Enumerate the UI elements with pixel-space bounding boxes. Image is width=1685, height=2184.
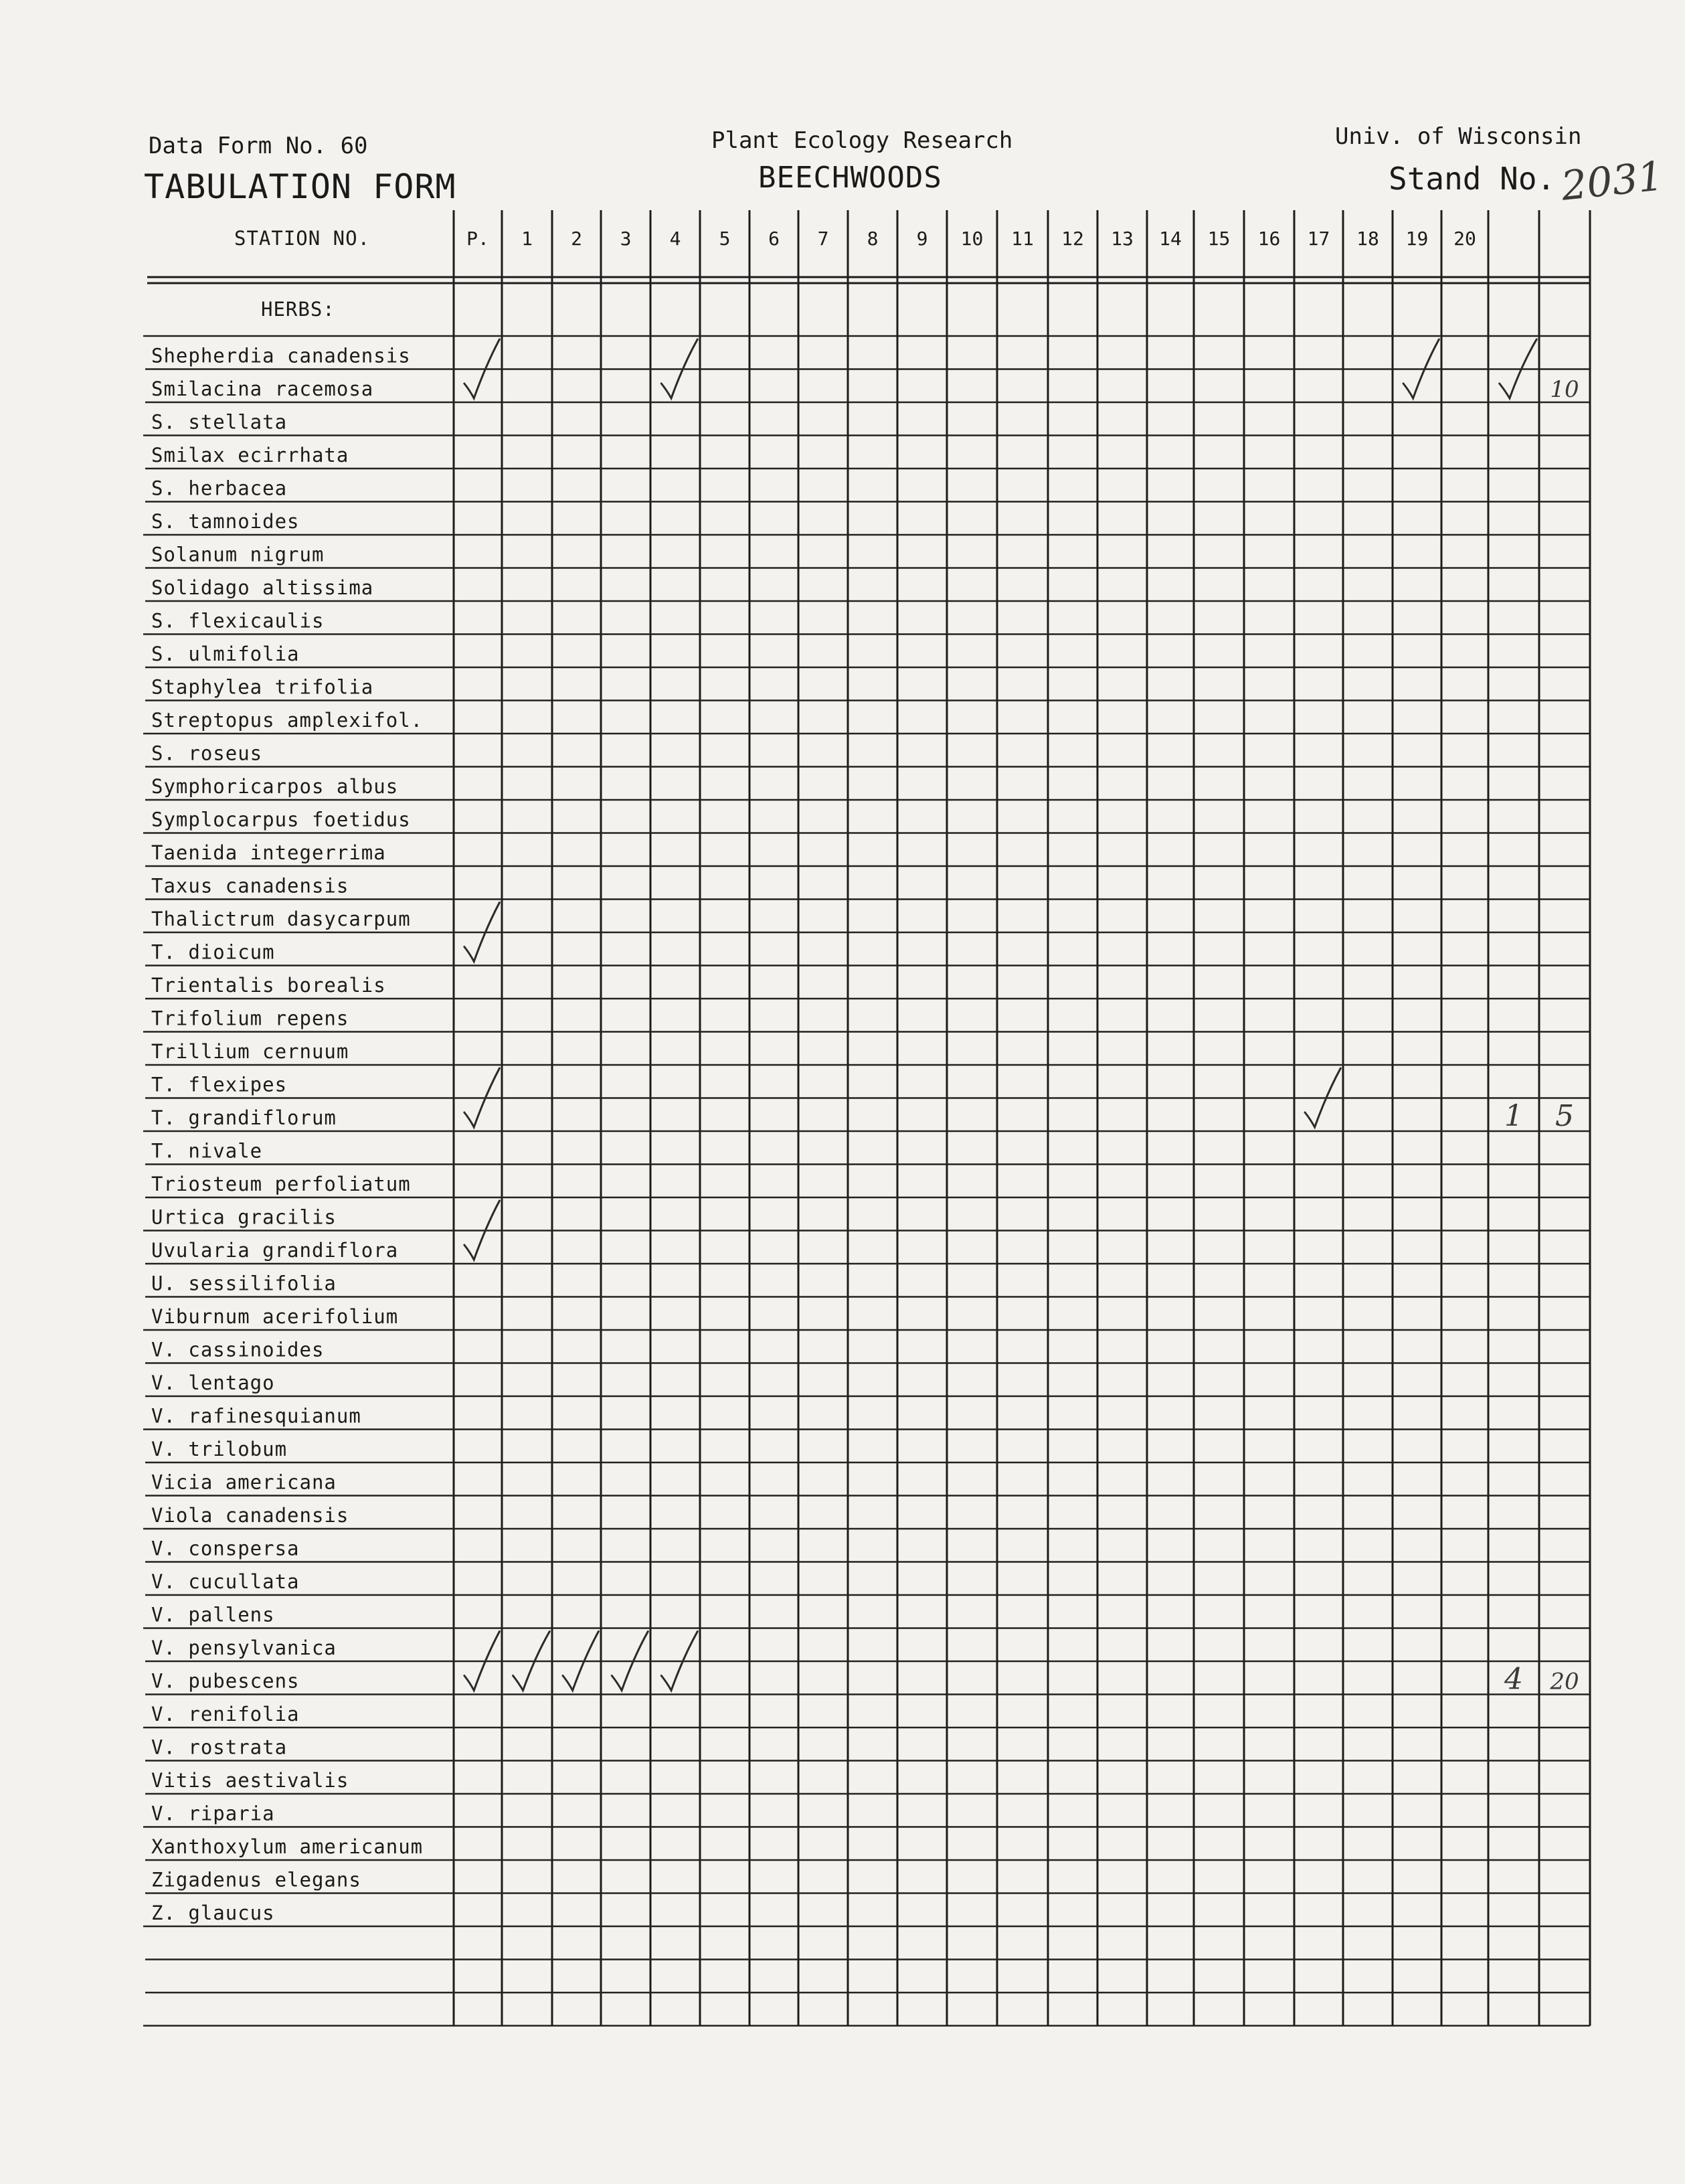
station-column-header: 1 bbox=[521, 228, 533, 250]
station-column-header: 7 bbox=[817, 228, 829, 250]
station-column-header: 8 bbox=[867, 228, 879, 250]
herbs-section-label: HERBS: bbox=[261, 298, 335, 321]
station-column-header: 12 bbox=[1061, 228, 1084, 250]
species-label: Thalictrum dasycarpum bbox=[151, 908, 411, 930]
species-label: Viola canadensis bbox=[151, 1504, 349, 1527]
species-label: Trientalis borealis bbox=[151, 974, 386, 997]
species-label: T. grandiflorum bbox=[151, 1106, 337, 1129]
species-label: V. cucullata bbox=[151, 1570, 300, 1593]
species-label: V. conspersa bbox=[151, 1537, 300, 1560]
station-column-header: 2 bbox=[571, 228, 582, 250]
species-label: Smilax ecirrhata bbox=[151, 444, 349, 467]
species-label: V. rostrata bbox=[151, 1736, 288, 1759]
handwritten-value: 5 bbox=[1555, 1099, 1574, 1133]
university-name: Univ. of Wisconsin bbox=[1335, 123, 1582, 150]
species-label: Vitis aestivalis bbox=[151, 1769, 349, 1792]
species-label: V. pallens bbox=[151, 1603, 275, 1626]
species-label: Trifolium repens bbox=[151, 1007, 349, 1030]
check-marks bbox=[464, 339, 1536, 1691]
species-label: S. tamnoides bbox=[151, 510, 300, 533]
species-label: T. dioicum bbox=[151, 940, 275, 964]
station-column-header: 10 bbox=[960, 228, 984, 250]
species-label: Triosteum perfoliatum bbox=[151, 1173, 411, 1195]
grid-lines bbox=[143, 210, 1590, 2026]
species-label: Shepherdia canadensis bbox=[151, 344, 411, 367]
species-label: T. flexipes bbox=[151, 1073, 288, 1096]
stand-number-value: 2031 bbox=[1559, 153, 1666, 210]
species-label: S. herbacea bbox=[151, 477, 288, 500]
handwritten-notes bbox=[1504, 376, 1579, 1697]
species-label: V. pubescens bbox=[151, 1669, 300, 1693]
species-label: Solanum nigrum bbox=[151, 543, 325, 566]
station-column-header: 5 bbox=[719, 228, 731, 250]
station-column-header: 13 bbox=[1111, 228, 1134, 250]
species-label: Symplocarpus foetidus bbox=[151, 808, 411, 831]
species-label: Vicia americana bbox=[151, 1471, 337, 1494]
station-column-header: 11 bbox=[1011, 228, 1034, 250]
station-column-headers bbox=[466, 228, 1476, 250]
organization-title: Plant Ecology Research bbox=[711, 127, 1013, 154]
species-label: V. riparia bbox=[151, 1802, 275, 1825]
species-label: Solidago altissima bbox=[151, 576, 374, 599]
station-column-header: 14 bbox=[1159, 228, 1182, 250]
species-label: Streptopus amplexifol. bbox=[151, 709, 424, 732]
species-label: Z. glaucus bbox=[151, 1902, 275, 1924]
station-column-header: 20 bbox=[1453, 228, 1476, 250]
station-column-header: P. bbox=[466, 228, 489, 250]
species-label: Uvularia grandiflora bbox=[151, 1239, 399, 1262]
station-column-header: 18 bbox=[1356, 228, 1379, 250]
species-label: V. cassinoides bbox=[151, 1338, 325, 1361]
station-number-label: STATION NO. bbox=[234, 227, 371, 250]
species-label: Taenida integerrima bbox=[151, 841, 386, 864]
species-label: Staphylea trifolia bbox=[151, 675, 374, 699]
species-label: V. rafinesquianum bbox=[151, 1404, 361, 1428]
handwritten-value: 10 bbox=[1550, 376, 1579, 403]
species-label: V. pensylvanica bbox=[151, 1636, 337, 1659]
species-rows bbox=[151, 345, 423, 1925]
station-column-header: 15 bbox=[1207, 228, 1231, 250]
species-label: Symphoricarpos albus bbox=[151, 775, 399, 798]
station-column-header: 19 bbox=[1405, 228, 1429, 250]
species-label: S. roseus bbox=[151, 742, 263, 765]
station-column-header: 6 bbox=[768, 228, 780, 250]
species-label: Smilacina racemosa bbox=[151, 377, 374, 400]
site-title: BEECHWOODS bbox=[758, 161, 942, 195]
station-column-header: 9 bbox=[916, 228, 928, 250]
species-label: V. renifolia bbox=[151, 1703, 300, 1726]
species-label: V. lentago bbox=[151, 1371, 275, 1394]
species-label: S. ulmifolia bbox=[151, 643, 300, 665]
species-label: U. sessilifolia bbox=[151, 1272, 337, 1295]
species-label: S. stellata bbox=[151, 410, 288, 434]
species-label: Viburnum acerifolium bbox=[151, 1305, 399, 1328]
station-column-header: 3 bbox=[620, 228, 632, 250]
station-column-header: 17 bbox=[1307, 228, 1330, 250]
handwritten-value: 4 bbox=[1504, 1662, 1523, 1697]
stand-number-label: Stand No. bbox=[1389, 161, 1556, 197]
species-label: T. nivale bbox=[151, 1139, 263, 1163]
species-label: Zigadenus elegans bbox=[151, 1868, 361, 1892]
species-label: V. trilobum bbox=[151, 1438, 288, 1460]
form-number: Data Form No. 60 bbox=[149, 133, 368, 159]
station-column-header: 4 bbox=[669, 228, 681, 250]
species-label: Urtica gracilis bbox=[151, 1205, 337, 1229]
station-column-header: 16 bbox=[1257, 228, 1281, 250]
form-title: TABULATION FORM bbox=[144, 167, 456, 206]
species-label: S. flexicaulis bbox=[151, 609, 325, 633]
handwritten-value: 20 bbox=[1550, 1668, 1579, 1695]
species-label: Taxus canadensis bbox=[151, 874, 349, 898]
species-label: Xanthoxylum americanum bbox=[151, 1835, 424, 1858]
species-label: Trillium cernuum bbox=[151, 1040, 349, 1063]
handwritten-value: 1 bbox=[1504, 1099, 1523, 1133]
